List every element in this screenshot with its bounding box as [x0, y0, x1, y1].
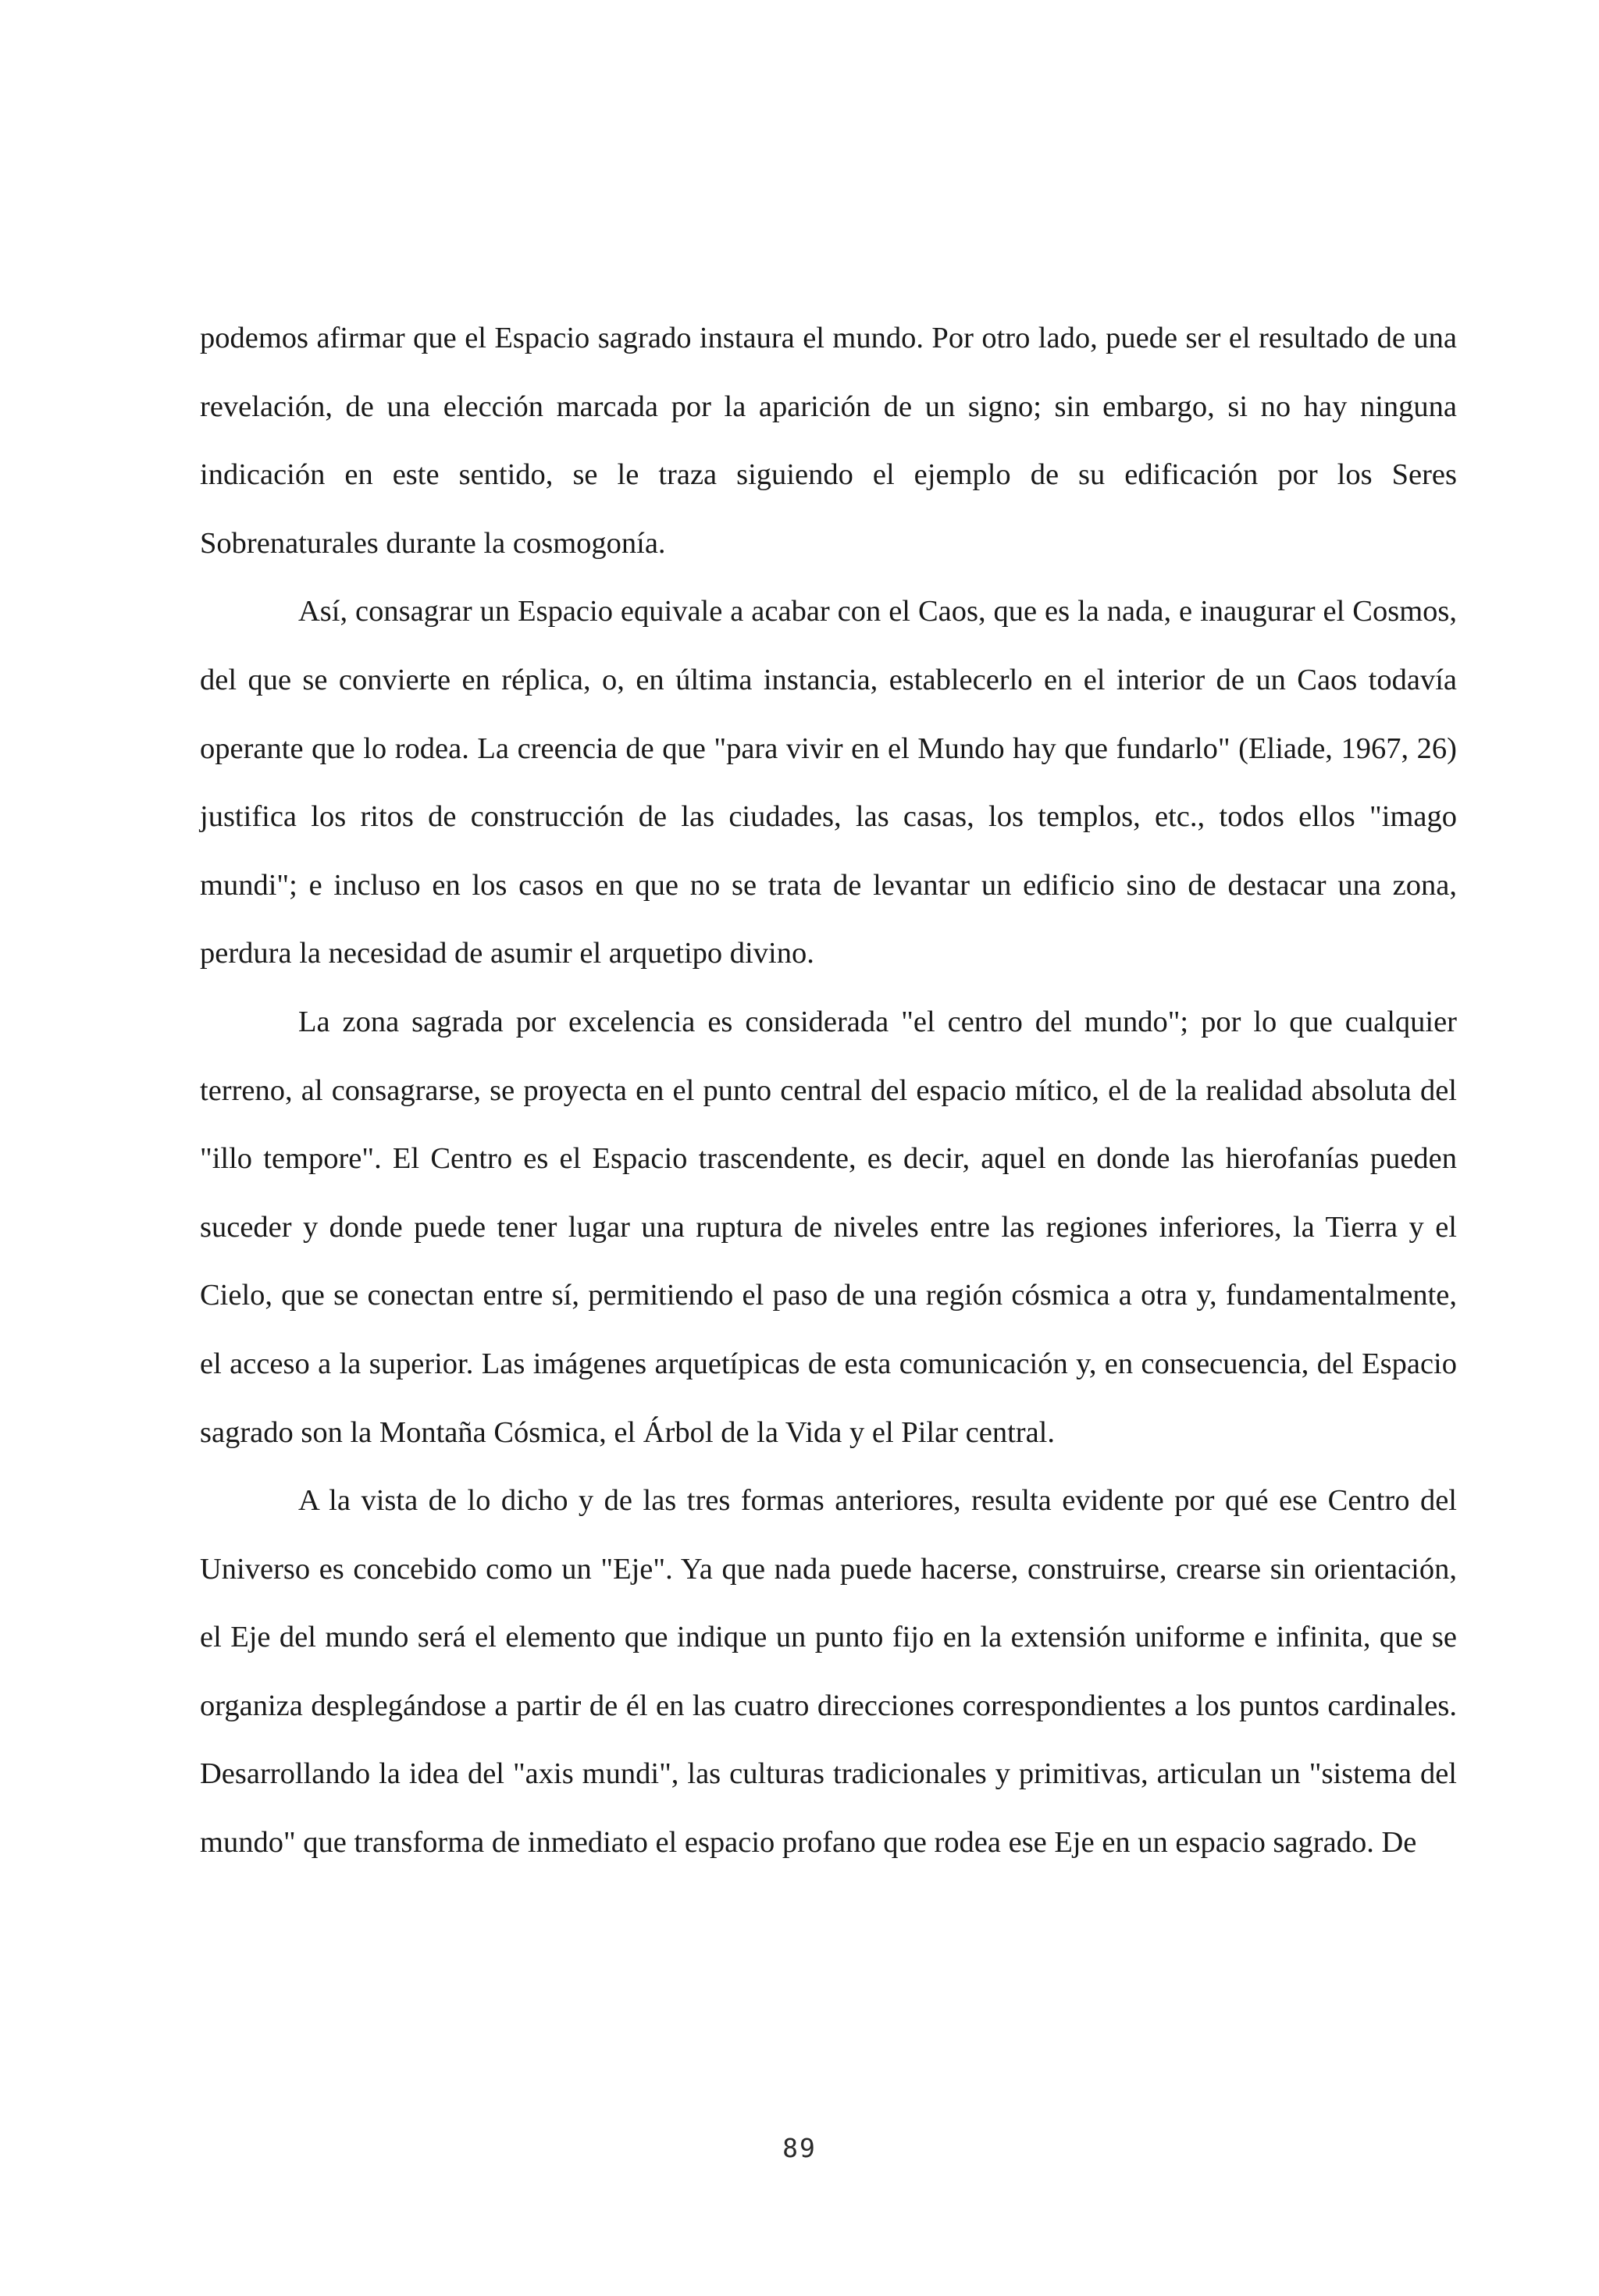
paragraph: podemos afirmar que el Espacio sagrado instaura el mundo. Por otro lado, puede ser el resultado de una revelación, de una elección marcada por la aparición de un signo; sin embargo, si no hay ninguna indicación en este sentido, se le traza siguiendo el ejemplo de su edificación por los Seres Sobrenaturales durante la cosmogonía. — [200, 322, 1457, 560]
paragraph: A la vista de lo dicho y de las tres formas anteriores, resulta evidente por qué ese Centro del Universo es concebido como un "Eje". Ya que nada puede hacerse, construirse, crearse sin orientación, el Eje del mundo será el elemento que indique un punto fijo en la extensión uniforme e infinita, que se organiza desplegándose a partir de él en las cuatro direcciones correspondientes a los puntos cardinales. Desarrollando la idea del "axis mundi", las culturas tradicionales y primitivas, articulan un "sistema del mundo" que transforma de inmediato el espacio profano que rodea ese Eje en un espacio sagrado. De — [200, 1484, 1457, 1860]
paragraph: La zona sagrada por excelencia es considerada "el centro del mundo"; por lo que cualquier terreno, al consagrarse, se proyecta en el punto central del espacio mítico, el de la realidad absoluta del "illo tempore". El Centro es el Espacio trascendente, es decir, aquel en donde las hierofanías pueden suceder y donde puede tener lugar una ruptura de niveles entre las regiones inferiores, la Tierra y el Cielo, que se conectan entre sí, permitiendo el paso de una región cósmica a otra y, fundamentalmente, el acceso a la superior. Las imágenes arquetípicas de esta comunicación y, en consecuencia, del Espacio sagrado son la Montaña Cósmica, el Árbol de la Vida y el Pilar central. — [200, 1005, 1457, 1449]
body-text — [200, 304, 1457, 1878]
paragraph: Así, consagrar un Espacio equivale a acabar con el Caos, que es la nada, e inaugurar el Cosmos, del que se convierte en réplica, o, en última instancia, establecerlo en el interior de un Caos todavía operante que lo rodea. La creencia de que "para vivir en el Mundo hay que fundarlo" (Eliade, 1967, 26) justifica los ritos de construcción de las ciudades, las casas, los templos, etc., todos ellos "imago mundi"; e incluso en los casos en que no se trata de levantar un edificio sino de destacar una zona, perdura la necesidad de asumir el arquetipo divino. — [200, 595, 1457, 970]
page-number: 89 — [782, 2133, 817, 2163]
